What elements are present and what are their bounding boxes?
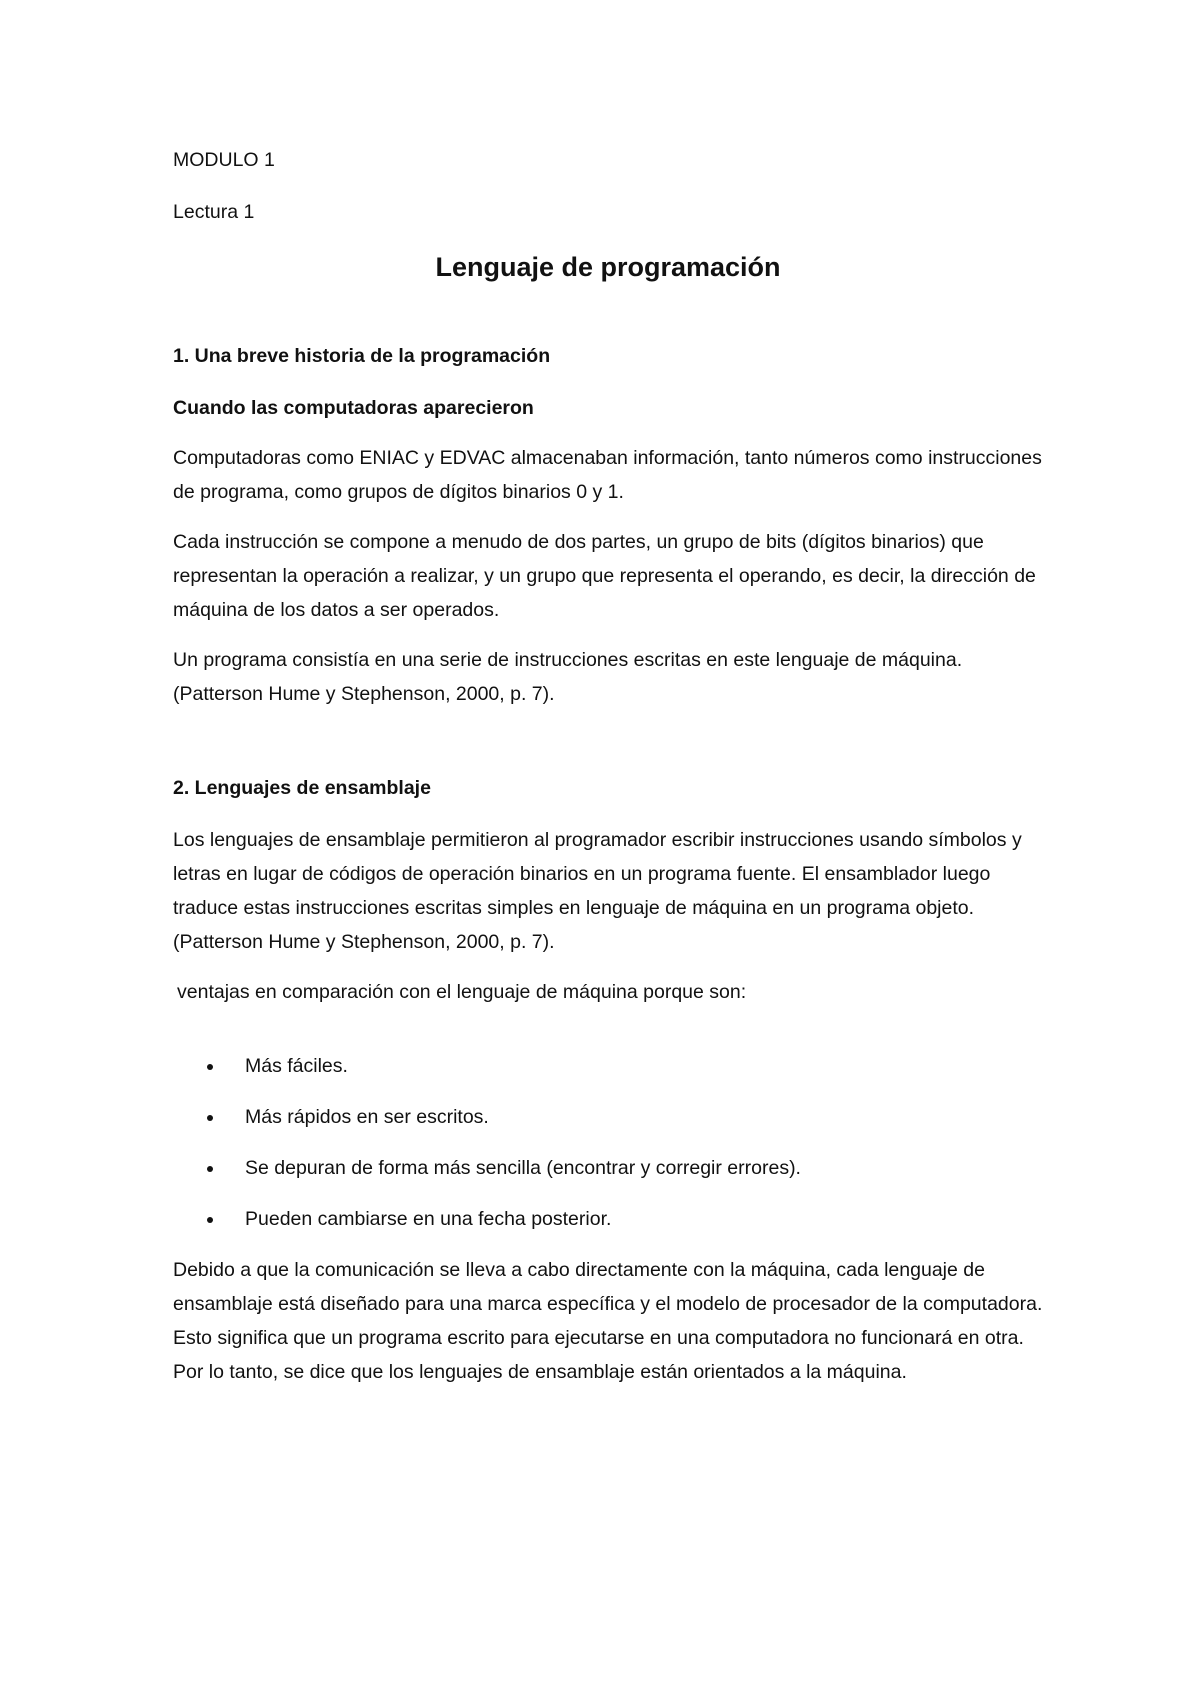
closing-paragraph: Debido a que la comunicación se lleva a cabo directamente con la máquina, cada lenguaje de ensamblaje está diseñado para una marca específica y el modelo de procesador de la computadora. Esto significa que un programa escrito para ejecutarse en una computadora no funcionará en otra. Por lo tanto, se dice que los lenguajes de ensamblaje están orientados a la máquina.: [173, 1259, 1043, 1383]
list-item-text: Más fáciles.: [245, 1055, 348, 1077]
module-label: MODULO 1: [173, 149, 275, 171]
paragraph: Cada instrucción se compone a menudo de dos partes, un grupo de bits (dígitos binarios) que representan la operación a realizar, y un grupo que representa el operando, es decir, la dirección de máquina de los datos a ser operados.: [173, 531, 1036, 621]
section-history: [173, 339, 1053, 711]
paragraph: Los lenguajes de ensamblaje permitieron al programador escribir instrucciones usando símbolos y letras en lugar de códigos de operación binarios en un programa fuente. El ensamblador luego traduce estas instrucciones escritas simples en lenguaje de máquina en un programa objeto. (Patterson Hume y Stephenson, 2000, p. 7).: [173, 829, 1022, 953]
list-item: [173, 1100, 1053, 1134]
section-subheading-1: Cuando las computadoras aparecieron: [173, 397, 534, 419]
reading-label: Lectura 1: [173, 201, 255, 223]
advantages-intro: ventajas en comparación con el lenguaje de máquina porque son:: [177, 981, 747, 1003]
bullet-icon: [207, 1217, 213, 1223]
list-item: [173, 1049, 1053, 1083]
list-item-text: Se depuran de forma más sencilla (encontrar y corregir errores).: [245, 1157, 801, 1179]
document-title: Lenguaje de programación: [435, 252, 781, 282]
bullet-icon: [207, 1064, 213, 1070]
document-body: [173, 143, 1053, 1405]
list-item-text: Pueden cambiarse en una fecha posterior.: [245, 1208, 612, 1230]
section-heading-2: 2. Lenguajes de ensamblaje: [173, 777, 431, 799]
section-assembly-languages: [173, 771, 1053, 1389]
bullet-icon: [207, 1166, 213, 1172]
paragraph: Un programa consistía en una serie de instrucciones escritas en este lenguaje de máquina. (Patterson Hume y Stephenson, 2000, p. 7).: [173, 649, 963, 705]
list-item: [173, 1151, 1053, 1185]
section-heading-1: 1. Una breve historia de la programación: [173, 345, 551, 367]
bullet-icon: [207, 1115, 213, 1121]
advantages-list: [173, 1049, 1053, 1236]
list-item: [173, 1202, 1053, 1236]
paragraph: Computadoras como ENIAC y EDVAC almacenaban información, tanto números como instrucciones de programa, como grupos de dígitos binarios 0 y 1.: [173, 447, 1042, 503]
list-item-text: Más rápidos en ser escritos.: [245, 1106, 489, 1128]
section-spacer: [173, 727, 1053, 771]
